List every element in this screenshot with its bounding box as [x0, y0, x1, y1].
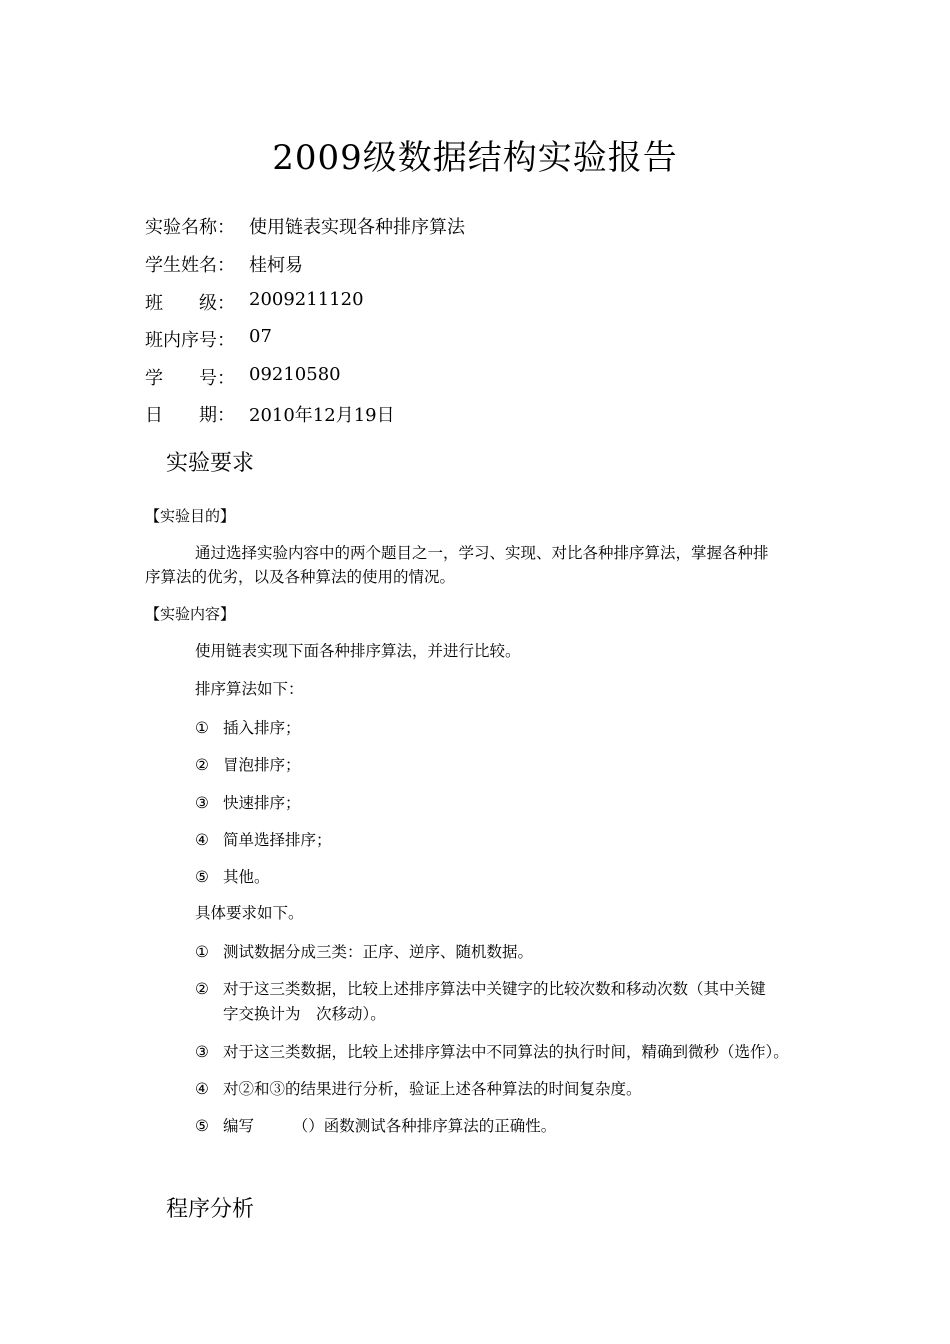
list-item — [195, 753, 301, 775]
purpose-line-1: 通过选择实验内容中的两个题目之一，学习、实现、对比各种排序算法，掌握各种排 — [195, 544, 769, 562]
document-title: 2009级数据结构实验报告 — [272, 138, 678, 178]
list-item — [195, 865, 270, 887]
section-heading-requirements: 实验要求 — [166, 451, 255, 476]
list-item — [195, 940, 533, 962]
item-number: ④ — [195, 1080, 209, 1098]
value-date: 2010年12月19日 — [249, 405, 395, 426]
item-number: ④ — [195, 831, 209, 849]
content-intro: 使用链表实现下面各种排序算法，并进行比较。 — [195, 642, 521, 660]
algorithms-intro: 排序算法如下： — [195, 680, 304, 698]
value-class-seq: 07 — [249, 326, 272, 347]
value-student-id: 09210580 — [249, 364, 341, 385]
list-item — [195, 716, 301, 738]
item-number: ⑤ — [195, 1117, 209, 1135]
item-text: 插入排序； — [223, 719, 301, 737]
item-number: ⑤ — [195, 868, 209, 886]
list-item — [195, 1040, 789, 1062]
item-number: ② — [195, 756, 209, 774]
list-item — [195, 977, 766, 999]
item-number: ③ — [195, 1043, 209, 1061]
item-text: 编写 （）函数测试各种排序算法的正确性。 — [223, 1117, 557, 1135]
value-experiment-name: 使用链表实现各种排序算法 — [249, 217, 465, 238]
list-item — [195, 1114, 556, 1136]
item-text: 对于这三类数据，比较上述排序算法中关键字的比较次数和移动次数（其中关键 — [223, 980, 766, 998]
item-text: 对②和③的结果进行分析，验证上述各种算法的时间复杂度。 — [223, 1080, 642, 1098]
list-item — [195, 828, 332, 850]
label-date: 日 期： — [145, 405, 235, 426]
label-student-name: 学生姓名： — [145, 255, 235, 276]
item-number: ① — [195, 943, 209, 961]
item-text: 其他。 — [223, 868, 270, 886]
label-student-id: 学 号： — [145, 368, 235, 389]
list-item — [195, 1077, 642, 1099]
value-student-name: 桂柯易 — [249, 255, 303, 276]
item-number: ② — [195, 980, 209, 998]
item-number: ① — [195, 719, 209, 737]
label-experiment-name: 实验名称： — [145, 217, 235, 238]
list-item — [195, 791, 301, 813]
purpose-line-2: 序算法的优劣，以及各种算法的使用的情况。 — [145, 568, 456, 586]
item-text: 测试数据分成三类：正序、逆序、随机数据。 — [223, 943, 534, 961]
item-number: ③ — [195, 794, 209, 812]
label-class: 班 级： — [145, 293, 235, 314]
item-text: 对于这三类数据，比较上述排序算法中不同算法的执行时间，精确到微秒（选作）。 — [223, 1043, 789, 1061]
item-text: 简单选择排序； — [223, 831, 332, 849]
label-class-seq: 班内序号： — [145, 330, 235, 351]
item-text-continued: 字交换计为 次移动）。 — [223, 1005, 386, 1023]
purpose-heading: 【实验目的】 — [145, 507, 236, 525]
value-class: 2009211120 — [249, 289, 364, 310]
content-heading: 【实验内容】 — [145, 605, 236, 623]
section-heading-program-analysis: 程序分析 — [166, 1197, 255, 1222]
requirements-intro: 具体要求如下。 — [195, 904, 304, 922]
item-text: 冒泡排序； — [223, 756, 301, 774]
item-text: 快速排序； — [223, 794, 301, 812]
